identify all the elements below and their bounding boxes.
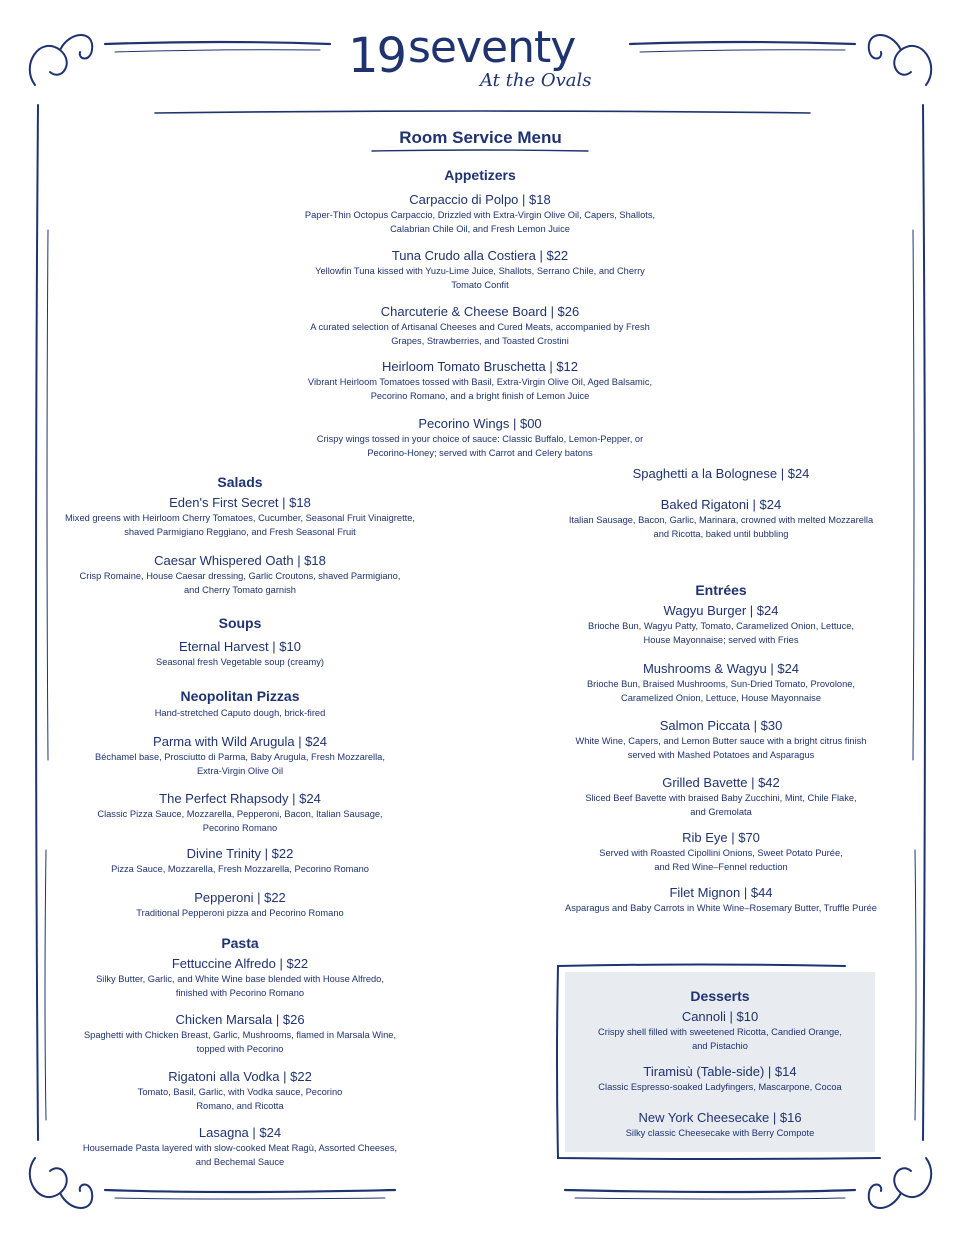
entree-item: Wagyu Burger | $24 Brioche Bun, Wagyu Patty, Tomato, Caramelized Onion, Lettuce, House Mayonnaise; served with Fries: [588, 603, 854, 645]
logo-word: seventy: [408, 22, 576, 73]
brand-logo: [340, 22, 630, 102]
pizza-item: Pepperoni | $22 Traditional Pepperoni pizza and Pecorino Romano: [136, 890, 344, 918]
appetizer-item: Pecorino Wings | $00 Crispy wings tossed in your choice of sauce: Classic Buffalo, Lemon-Pepper, or Pecorino-Honey; served with Carrot and Celery batons: [316, 416, 644, 458]
entree-item: Filet Mignon | $44 Asparagus and Baby Carrots in White Wine–Rosemary Butter, Truffle Purée: [565, 885, 877, 913]
pizzas-heading: Neopolitan Pizzas: [180, 688, 300, 704]
logo-subtitle: At the Ovals: [480, 70, 592, 91]
appetizers-heading: Appetizers: [444, 167, 516, 183]
salad-item: Caesar Whispered Oath | $18 Crisp Romaine, House Caesar dressing, Garlic Croutons, shaved Parmigiano, and Cherry Tomato garnish: [79, 553, 401, 595]
appetizer-item: Heirloom Tomato Bruschetta | $12 Vibrant Heirloom Tomatoes tossed with Basil, Extra-Virgin Olive Oil, Aged Balsamic, Pecorino Romano, and a bright finish of Lemon Juice: [307, 359, 653, 401]
menu-title: Room Service Menu: [399, 128, 562, 147]
desserts-heading: Desserts: [690, 988, 750, 1004]
salads-heading: Salads: [217, 474, 263, 490]
pasta-heading: Pasta: [221, 935, 259, 951]
soup-item: Eternal Harvest | $10 Seasonal fresh Vegetable soup (creamy): [156, 639, 324, 667]
pasta-item: Chicken Marsala | $26 Spaghetti with Chicken Breast, Garlic, Mushrooms, flamed in Marsala Wine, topped with Pecorino: [83, 1012, 397, 1054]
appetizer-item: Carpaccio di Polpo | $18 Paper-Thin Octopus Carpaccio, Drizzled with Extra-Virgin Olive Oil, Capers, Shallots, Calabrian Chile Oil, and Fresh Lemon Juice: [304, 192, 656, 234]
soups-heading: Soups: [218, 615, 262, 631]
appetizer-item: Charcuterie & Cheese Board | $26 A curated selection of Artisanal Cheeses and Cured Meats, accompanied by Fresh Grapes, Strawberries, and Toasted Crostini: [310, 304, 650, 346]
salad-item: Eden's First Secret | $18 Mixed greens with Heirloom Cherry Tomatoes, Cucumber, Seasonal Fruit Vinaigrette, shaved Parmigiano Reggiano, and Fresh Seasonal Fruit: [65, 495, 415, 537]
entree-item: Salmon Piccata | $30 White Wine, Capers, and Lemon Butter sauce with a bright citrus finish served with Mashed Potatoes and Asparagus: [575, 718, 867, 760]
pasta-item: Baked Rigatoni | $24 Italian Sausage, Bacon, Garlic, Marinara, crowned with melted Mozzarella and Ricotta, baked until bubbling: [568, 497, 874, 539]
entree-item: Mushrooms & Wagyu | $24 Brioche Bun, Braised Mushrooms, Sun-Dried Tomato, Provolone, Caramelized Onion, Lettuce, House Mayonnaise: [586, 661, 856, 703]
dessert-item: Tiramisù (Table-side) | $14 Classic Espresso-soaked Ladyfingers, Mascarpone, Cocoa: [598, 1064, 842, 1092]
pasta-item: Fettuccine Alfredo | $22 Silky Butter, Garlic, and White Wine base blended with House Alfredo, finished with Pecorino Romano: [96, 956, 384, 998]
pizza-item: The Perfect Rhapsody | $24 Classic Pizza Sauce, Mozzarella, Pepperoni, Bacon, Italian Sausage, Pecorino Romano: [97, 791, 383, 833]
dessert-item: New York Cheesecake | $16 Silky classic Cheesecake with Berry Compote: [625, 1110, 815, 1138]
entree-item: Grilled Bavette | $42 Sliced Beef Bavette with braised Baby Zucchini, Mint, Chile Flake, and Gremolata: [585, 775, 857, 817]
entrees-heading: Entrées: [695, 582, 747, 598]
appetizer-item: Tuna Crudo alla Costiera | $22 Yellowfin Tuna kissed with Yuzu-Lime Juice, Shallots, Serrano Chile, and Cherry Tomato Confit: [315, 248, 645, 290]
pasta-item: Rigatoni alla Vodka | $22 Tomato, Basil, Garlic, with Vodka sauce, Pecorino Romano, and Ricotta: [137, 1069, 343, 1111]
pasta-item: Lasagna | $24 Housemade Pasta layered with slow-cooked Meat Ragù, Assorted Cheeses, and Bechemal Sauce: [82, 1125, 398, 1167]
pizzas-note: Hand-stretched Caputo dough, brick-fired: [154, 708, 326, 718]
pizza-item: Divine Trinity | $22 Pizza Sauce, Mozzarella, Fresh Mozzarella, Pecorino Romano: [111, 846, 369, 874]
logo-number: 19: [348, 28, 406, 84]
pasta-item: Spaghetti a la Bolognese | $24: [632, 466, 810, 481]
dessert-item: Cannoli | $10 Crispy shell filled with sweetened Ricotta, Candied Orange, and Pistachio: [598, 1009, 842, 1051]
entree-item: Rib Eye | $70 Served with Roasted Cipollini Onions, Sweet Potato Purée, and Red Wine–Fennel reduction: [599, 830, 843, 872]
pizza-item: Parma with Wild Arugula | $24 Béchamel base, Prosciutto di Parma, Baby Arugula, Fresh Mozzarella, Extra-Virgin Olive Oil: [95, 734, 385, 776]
